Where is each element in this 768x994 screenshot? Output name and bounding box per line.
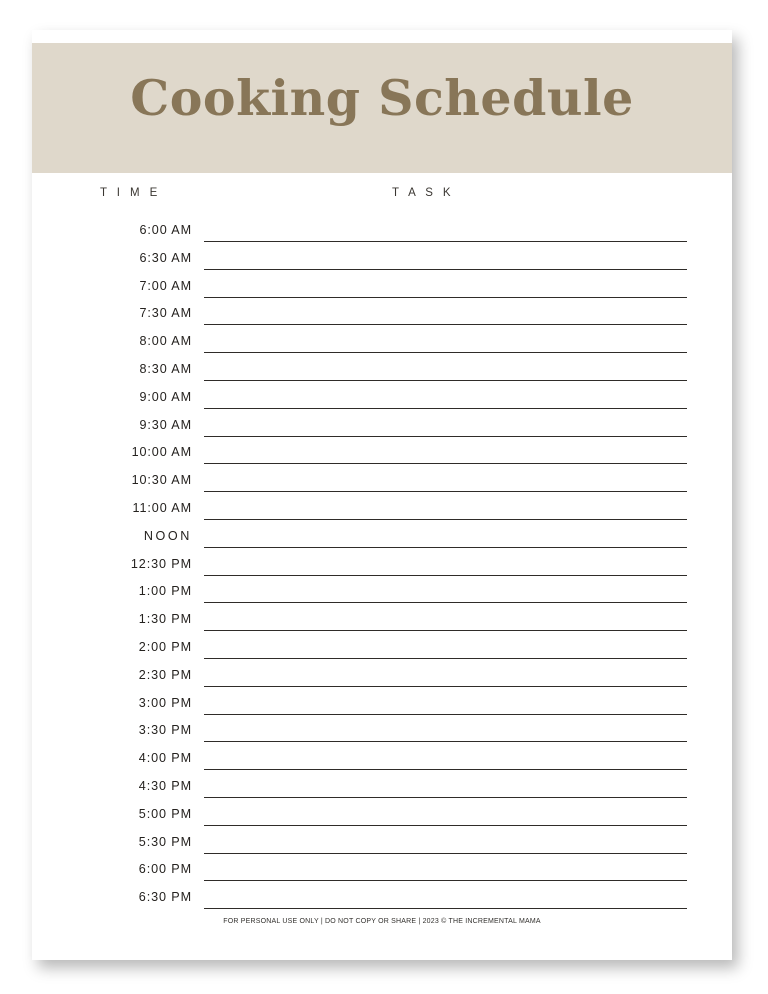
time-label: 3:30 PM: [138, 723, 192, 738]
schedule-row: [32, 665, 732, 693]
task-write-line[interactable]: [204, 352, 687, 353]
time-label: 7:30 AM: [139, 306, 192, 321]
task-write-line[interactable]: [204, 658, 687, 659]
schedule-row: [32, 804, 732, 832]
task-write-line[interactable]: [204, 241, 687, 242]
time-label: 11:00 AM: [132, 500, 192, 515]
time-label: 6:30 AM: [139, 250, 192, 265]
printable-sheet: [32, 30, 732, 960]
time-label: 5:30 PM: [138, 834, 192, 849]
task-write-line[interactable]: [204, 575, 687, 576]
schedule-row: [32, 526, 732, 554]
time-label: 6:30 PM: [138, 890, 192, 905]
task-write-line[interactable]: [204, 853, 687, 854]
task-write-line[interactable]: [204, 408, 687, 409]
task-write-line[interactable]: [204, 519, 687, 520]
schedule-row: [32, 609, 732, 637]
schedule-row: [32, 693, 732, 721]
schedule-row: [32, 498, 732, 526]
schedule-row: [32, 581, 732, 609]
time-label: 12:30 PM: [130, 556, 192, 571]
task-write-line[interactable]: [204, 880, 687, 881]
schedule-row: [32, 776, 732, 804]
schedule-row: [32, 554, 732, 582]
schedule-row: [32, 387, 732, 415]
time-label: 5:00 PM: [138, 806, 192, 821]
task-write-line[interactable]: [204, 630, 687, 631]
task-write-line[interactable]: [204, 297, 687, 298]
task-write-line[interactable]: [204, 908, 687, 909]
schedule-row: [32, 720, 732, 748]
column-headers: [32, 187, 732, 207]
task-write-line[interactable]: [204, 714, 687, 715]
schedule-row: [32, 748, 732, 776]
schedule-row: [32, 276, 732, 304]
time-label: 1:30 PM: [138, 612, 192, 627]
schedule-row: [32, 832, 732, 860]
time-label: 6:00 PM: [138, 862, 192, 877]
schedule-row: [32, 859, 732, 887]
task-write-line[interactable]: [204, 769, 687, 770]
task-write-line[interactable]: [204, 547, 687, 548]
time-label: 8:30 AM: [139, 361, 192, 376]
column-header-time: T I M E: [100, 187, 161, 199]
task-write-line[interactable]: [204, 686, 687, 687]
schedule-row: [32, 470, 732, 498]
task-write-line[interactable]: [204, 825, 687, 826]
task-write-line[interactable]: [204, 269, 687, 270]
time-label: 9:30 AM: [139, 417, 192, 432]
header-band: [32, 43, 732, 173]
schedule-row: [32, 359, 732, 387]
task-write-line[interactable]: [204, 463, 687, 464]
schedule-row: [32, 248, 732, 276]
time-label: 4:30 PM: [138, 778, 192, 793]
schedule-rows: [32, 220, 732, 915]
time-label: 10:30 AM: [131, 473, 192, 488]
task-write-line[interactable]: [204, 741, 687, 742]
time-label: 6:00 AM: [139, 223, 192, 237]
schedule-row: [32, 442, 732, 470]
time-label: 7:00 AM: [139, 278, 192, 293]
page-title: Cooking Schedule: [130, 69, 634, 127]
schedule-row: [32, 331, 732, 359]
task-write-line[interactable]: [204, 436, 687, 437]
schedule-row: [32, 415, 732, 443]
task-write-line[interactable]: [204, 602, 687, 603]
schedule-row: [32, 637, 732, 665]
schedule-row: [32, 220, 732, 248]
column-header-task: T A S K: [392, 187, 454, 199]
time-label: 1:00 PM: [138, 584, 192, 599]
schedule-row: [32, 303, 732, 331]
task-write-line[interactable]: [204, 797, 687, 798]
task-write-line[interactable]: [204, 324, 687, 325]
time-label: NOON: [143, 528, 192, 543]
time-label: 8:00 AM: [139, 334, 192, 349]
footer-text: FOR PERSONAL USE ONLY | DO NOT COPY OR SHARE | 2023 © THE INCREMENTAL MAMA: [223, 918, 541, 925]
schedule-row: [32, 887, 732, 915]
time-label: 2:00 PM: [138, 639, 192, 654]
task-write-line[interactable]: [204, 491, 687, 492]
time-label: 3:00 PM: [138, 695, 192, 710]
time-label: 2:30 PM: [138, 667, 192, 682]
time-label: 9:00 AM: [139, 389, 192, 404]
time-label: 10:00 AM: [131, 445, 192, 460]
time-label: 4:00 PM: [138, 751, 192, 766]
task-write-line[interactable]: [204, 380, 687, 381]
